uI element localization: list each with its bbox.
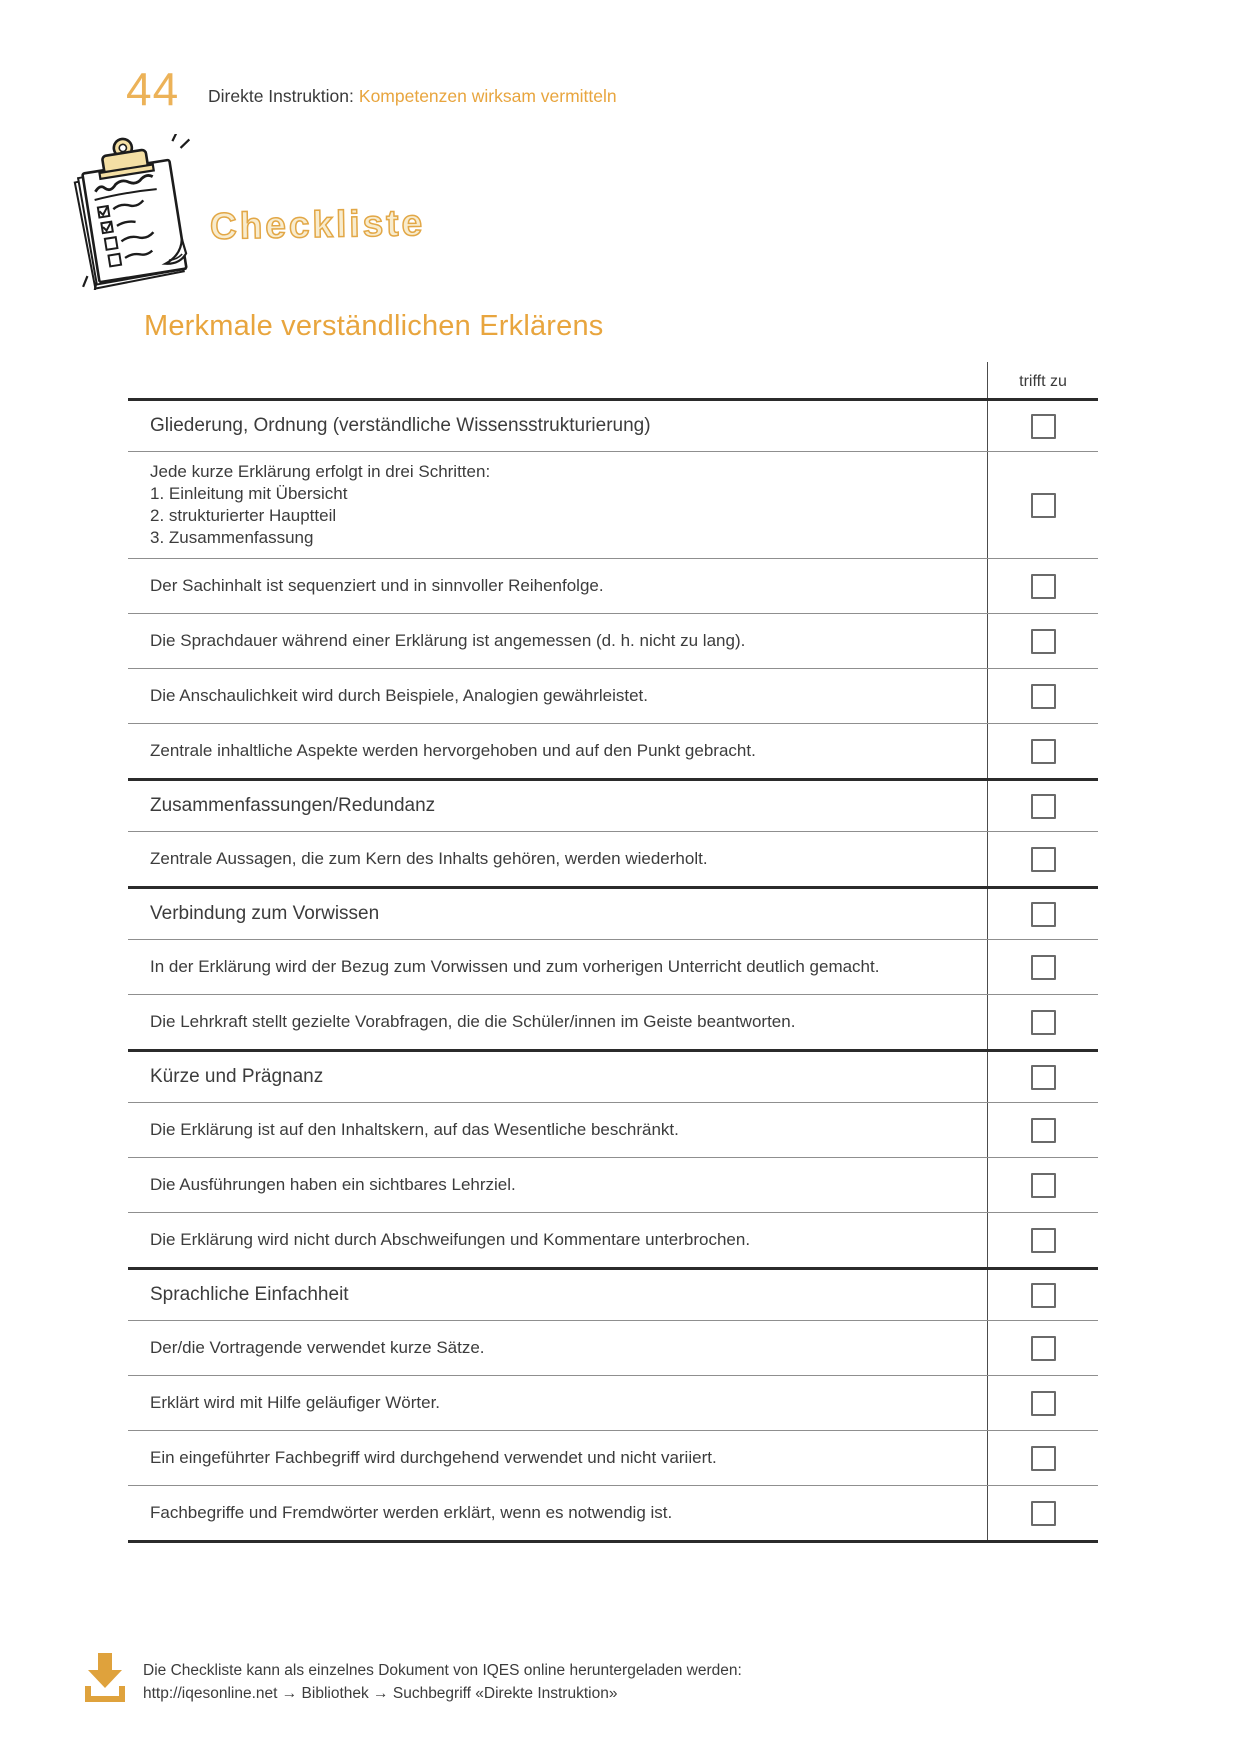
chapter-title: Direkte Instruktion: xyxy=(208,86,354,106)
table-row xyxy=(128,723,1098,778)
checkbox-cell xyxy=(987,1376,1098,1430)
chapter-subtitle: Kompetenzen wirksam vermitteln xyxy=(358,86,617,106)
section-label: Sprachliche Einfachheit xyxy=(150,1284,349,1305)
item-line: 3. Zusammenfassung xyxy=(150,528,314,547)
item-label: Die Ausführungen haben ein sichtbares Lehrziel. xyxy=(150,1175,516,1194)
table-row xyxy=(128,1485,1098,1540)
download-icon xyxy=(84,1652,126,1704)
table-row xyxy=(128,1102,1098,1157)
checkbox[interactable] xyxy=(1031,1336,1056,1361)
checkbox-cell xyxy=(987,1270,1098,1320)
item-label: Die Erklärung wird nicht durch Abschweifungen und Kommentare unterbrochen. xyxy=(150,1230,751,1249)
checkbox[interactable] xyxy=(1031,902,1056,927)
table-row xyxy=(128,778,1098,831)
checkliste-badge: Checkliste xyxy=(209,202,426,247)
table-row xyxy=(128,994,1098,1049)
column-header: trifft zu xyxy=(1019,373,1067,390)
checkbox-cell xyxy=(987,889,1098,939)
checkbox-cell xyxy=(987,724,1098,778)
column-header-cell xyxy=(987,362,1098,398)
checkbox-cell xyxy=(987,452,1098,558)
footer-text xyxy=(143,1648,742,1705)
table-row xyxy=(128,558,1098,613)
item-label: Zentrale Aussagen, die zum Kern des Inhalts gehören, werden wiederholt. xyxy=(150,849,708,868)
checkbox[interactable] xyxy=(1031,1283,1056,1308)
download-arrow-icon xyxy=(84,1652,126,1704)
checkbox[interactable] xyxy=(1031,493,1056,518)
checkbox-cell xyxy=(987,940,1098,994)
table-row xyxy=(128,398,1098,451)
checkbox-cell xyxy=(987,559,1098,613)
table-row xyxy=(128,939,1098,994)
checkbox-cell xyxy=(987,1103,1098,1157)
section-label: Kürze und Prägnanz xyxy=(150,1066,324,1087)
clipboard-checklist-illustration xyxy=(64,134,204,290)
checkbox[interactable] xyxy=(1031,684,1056,709)
checkbox[interactable] xyxy=(1031,1391,1056,1416)
item-label: Der/die Vortragende verwendet kurze Sätze. xyxy=(150,1338,485,1357)
checklist-rows xyxy=(128,398,1098,1543)
checkbox-cell xyxy=(987,614,1098,668)
clipboard-icon xyxy=(64,134,204,290)
checkbox-cell xyxy=(987,1052,1098,1102)
download-note xyxy=(84,1648,742,1705)
checkbox-cell xyxy=(987,995,1098,1049)
checkbox-cell xyxy=(987,1213,1098,1267)
table-row xyxy=(128,1212,1098,1267)
table-header-row xyxy=(128,362,1098,398)
checkbox[interactable] xyxy=(1031,574,1056,599)
item-line: 2. strukturierter Hauptteil xyxy=(150,506,337,525)
table-row xyxy=(128,1320,1098,1375)
item-label: Die Anschaulichkeit wird durch Beispiele, Analogien gewährleistet. xyxy=(150,686,649,705)
page-title: Merkmale verständlichen Erklärens xyxy=(144,310,604,342)
table-row xyxy=(128,613,1098,668)
checkbox-cell xyxy=(987,1486,1098,1540)
checkbox[interactable] xyxy=(1031,739,1056,764)
item-label: Die Erklärung ist auf den Inhaltskern, auf das Wesentliche beschränkt. xyxy=(150,1120,679,1139)
chapter-header xyxy=(208,86,617,107)
footer-line1: Die Checkliste kann als einzelnes Dokument von IQES online heruntergeladen werden: xyxy=(143,1662,742,1679)
table-row xyxy=(128,1375,1098,1430)
table-row xyxy=(128,831,1098,886)
checkbox-cell xyxy=(987,669,1098,723)
section-label: Zusammenfassungen/Redundanz xyxy=(150,795,436,816)
item-line: Jede kurze Erklärung erfolgt in drei Schritten: xyxy=(150,462,491,481)
checkbox[interactable] xyxy=(1031,1173,1056,1198)
item-label: Die Sprachdauer während einer Erklärung ist angemessen (d. h. nicht zu lang). xyxy=(150,631,746,650)
checkbox[interactable] xyxy=(1031,629,1056,654)
table-row xyxy=(128,1049,1098,1102)
checkbox-cell xyxy=(987,1158,1098,1212)
table-row xyxy=(128,1157,1098,1212)
checkbox[interactable] xyxy=(1031,1228,1056,1253)
checkbox-cell xyxy=(987,781,1098,831)
checkbox[interactable] xyxy=(1031,847,1056,872)
table-row xyxy=(128,1267,1098,1320)
checkbox-cell xyxy=(987,1431,1098,1485)
item-label xyxy=(128,452,987,558)
checkbox-cell xyxy=(987,401,1098,451)
item-line: 1. Einleitung mit Übersicht xyxy=(150,484,348,503)
item-label: Der Sachinhalt ist sequenziert und in sinnvoller Reihenfolge. xyxy=(150,576,604,595)
item-label: Erklärt wird mit Hilfe geläufiger Wörter. xyxy=(150,1393,441,1412)
section-label: Gliederung, Ordnung (verständliche Wissensstrukturierung) xyxy=(150,415,651,436)
page-number: 44 xyxy=(126,63,180,115)
checkbox[interactable] xyxy=(1031,955,1056,980)
header-spacer xyxy=(128,362,987,398)
table-row xyxy=(128,451,1098,558)
item-label: Fachbegriffe und Fremdwörter werden erklärt, wenn es notwendig ist. xyxy=(150,1503,673,1522)
checkbox-cell xyxy=(987,832,1098,886)
section-label: Verbindung zum Vorwissen xyxy=(150,903,380,924)
checklist-table xyxy=(128,362,1098,1543)
footer-line2: http://iqesonline.net → Bibliothek → Suchbegriff «Direkte Instruktion» xyxy=(143,1685,618,1702)
checkbox-cell xyxy=(987,1321,1098,1375)
item-label: Zentrale inhaltliche Aspekte werden hervorgehoben und auf den Punkt gebracht. xyxy=(150,741,756,760)
checkbox[interactable] xyxy=(1031,1010,1056,1035)
item-label: Ein eingeführter Fachbegriff wird durchgehend verwendet und nicht variiert. xyxy=(150,1448,717,1467)
checkbox[interactable] xyxy=(1031,1065,1056,1090)
table-row xyxy=(128,668,1098,723)
item-label: Die Lehrkraft stellt gezielte Vorabfragen, die die Schüler/innen im Geiste beantworten. xyxy=(150,1012,796,1031)
checkbox[interactable] xyxy=(1031,1446,1056,1471)
checkbox[interactable] xyxy=(1031,1501,1056,1526)
item-label: In der Erklärung wird der Bezug zum Vorwissen und zum vorherigen Unterricht deutlich gemacht. xyxy=(150,957,880,976)
table-row xyxy=(128,1430,1098,1485)
checkbox[interactable] xyxy=(1031,414,1056,439)
checkbox[interactable] xyxy=(1031,794,1056,819)
table-row xyxy=(128,886,1098,939)
checkbox[interactable] xyxy=(1031,1118,1056,1143)
